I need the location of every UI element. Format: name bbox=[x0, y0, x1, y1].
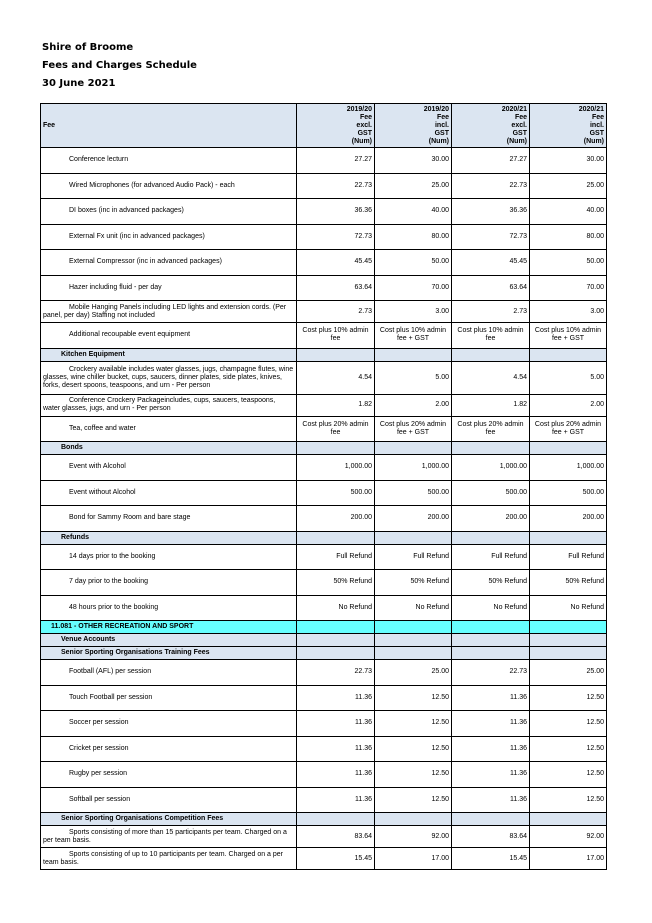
empty-cell bbox=[375, 348, 452, 361]
fee-description: Football (AFL) per session bbox=[41, 660, 297, 686]
table-row bbox=[41, 224, 607, 250]
fee-description: Wired Microphones (for advanced Audio Pack) - each bbox=[41, 173, 297, 199]
fee-value: Full Refund bbox=[297, 544, 375, 570]
table-row bbox=[41, 173, 607, 199]
empty-cell bbox=[297, 813, 375, 826]
fee-value: 1,000.00 bbox=[530, 455, 607, 481]
subheading-row bbox=[41, 531, 607, 544]
fee-description: Soccer per session bbox=[41, 711, 297, 737]
fee-value: Cost plus 10% admin fee + GST bbox=[375, 323, 452, 349]
section-row bbox=[41, 621, 607, 634]
table-row bbox=[41, 685, 607, 711]
fee-value: 30.00 bbox=[375, 148, 452, 174]
fee-value: 12.50 bbox=[530, 762, 607, 788]
header-2020-21-incl: 2020/21 Fee incl. GST (Num) bbox=[530, 104, 607, 148]
fee-value: 11.36 bbox=[297, 685, 375, 711]
fee-value: 27.27 bbox=[452, 148, 530, 174]
fee-description: Touch Football per session bbox=[41, 685, 297, 711]
empty-cell bbox=[530, 531, 607, 544]
table-row bbox=[41, 762, 607, 788]
empty-cell bbox=[297, 348, 375, 361]
fee-description: 48 hours prior to the booking bbox=[41, 595, 297, 621]
empty-cell bbox=[452, 621, 530, 634]
table-row bbox=[41, 848, 607, 870]
fee-value: 200.00 bbox=[297, 506, 375, 532]
fee-value: 1.82 bbox=[452, 394, 530, 416]
fee-value: No Refund bbox=[452, 595, 530, 621]
fee-value: Full Refund bbox=[375, 544, 452, 570]
fee-value: 4.54 bbox=[452, 361, 530, 394]
subheading-row bbox=[41, 813, 607, 826]
table-row bbox=[41, 394, 607, 416]
fee-value: No Refund bbox=[530, 595, 607, 621]
fee-value: 11.36 bbox=[452, 711, 530, 737]
fee-value: 11.36 bbox=[297, 762, 375, 788]
fee-value: 2.73 bbox=[452, 301, 530, 323]
fee-description: External Fx unit (inc in advanced packages) bbox=[41, 224, 297, 250]
header-2019-20-excl: 2019/20 Fee excl. GST (Num) bbox=[297, 104, 375, 148]
empty-cell bbox=[375, 634, 452, 647]
fee-value: 5.00 bbox=[375, 361, 452, 394]
fee-value: 72.73 bbox=[452, 224, 530, 250]
fee-value: Cost plus 20% admin fee + GST bbox=[530, 416, 607, 442]
table-row bbox=[41, 455, 607, 481]
fee-value: 15.45 bbox=[452, 848, 530, 870]
fee-description: Sports consisting of up to 10 participants per team. Charged on a per team basis. bbox=[41, 848, 297, 870]
table-row bbox=[41, 301, 607, 323]
empty-cell bbox=[530, 442, 607, 455]
table-row bbox=[41, 736, 607, 762]
fee-value: 80.00 bbox=[375, 224, 452, 250]
empty-cell bbox=[530, 647, 607, 660]
fee-value: 27.27 bbox=[297, 148, 375, 174]
empty-cell bbox=[452, 442, 530, 455]
table-row bbox=[41, 148, 607, 174]
fee-value: 72.73 bbox=[297, 224, 375, 250]
fee-value: 45.45 bbox=[452, 250, 530, 276]
document-date: 30 June 2021 bbox=[42, 78, 116, 89]
table-row bbox=[41, 250, 607, 276]
fee-value: 25.00 bbox=[375, 173, 452, 199]
header-2019-20-incl: 2019/20 Fee incl. GST (Num) bbox=[375, 104, 452, 148]
fee-value: 50% Refund bbox=[297, 570, 375, 596]
table-row bbox=[41, 787, 607, 813]
fee-value: 17.00 bbox=[375, 848, 452, 870]
fee-value: 500.00 bbox=[297, 480, 375, 506]
fee-description: Event with Alcohol bbox=[41, 455, 297, 481]
fee-value: 500.00 bbox=[530, 480, 607, 506]
fee-value: 3.00 bbox=[375, 301, 452, 323]
fee-description: 7 day prior to the booking bbox=[41, 570, 297, 596]
fee-value: 3.00 bbox=[530, 301, 607, 323]
subheading-row bbox=[41, 442, 607, 455]
table-row bbox=[41, 826, 607, 848]
fee-description: Rugby per session bbox=[41, 762, 297, 788]
table-row bbox=[41, 323, 607, 349]
fee-description: Cricket per session bbox=[41, 736, 297, 762]
fee-value: 2.00 bbox=[375, 394, 452, 416]
fee-value: 36.36 bbox=[452, 199, 530, 225]
empty-cell bbox=[375, 621, 452, 634]
fee-value: 5.00 bbox=[530, 361, 607, 394]
fee-description: Softball per session bbox=[41, 787, 297, 813]
fee-description: Senior Sporting Organisations Competition Fees bbox=[41, 813, 297, 826]
fee-value: 63.64 bbox=[297, 275, 375, 301]
fee-value: 12.50 bbox=[375, 736, 452, 762]
empty-cell bbox=[530, 621, 607, 634]
fee-value: Full Refund bbox=[530, 544, 607, 570]
fee-value: 11.36 bbox=[452, 787, 530, 813]
fee-description: Bonds bbox=[41, 442, 297, 455]
fee-value: 80.00 bbox=[530, 224, 607, 250]
fee-value: 200.00 bbox=[452, 506, 530, 532]
fee-value: 50% Refund bbox=[530, 570, 607, 596]
empty-cell bbox=[375, 647, 452, 660]
fee-value: 4.54 bbox=[297, 361, 375, 394]
fee-value: 22.73 bbox=[452, 173, 530, 199]
fee-value: 1.82 bbox=[297, 394, 375, 416]
fee-value: Cost plus 10% admin fee bbox=[297, 323, 375, 349]
fee-value: 83.64 bbox=[297, 826, 375, 848]
fee-description: Senior Sporting Organisations Training Fees bbox=[41, 647, 297, 660]
table-row bbox=[41, 275, 607, 301]
fee-value: 12.50 bbox=[530, 685, 607, 711]
fee-description: Additional recoupable event equipment bbox=[41, 323, 297, 349]
fee-description: 11.081 - OTHER RECREATION AND SPORT bbox=[41, 621, 297, 634]
fee-value: 50% Refund bbox=[375, 570, 452, 596]
fee-value: Cost plus 20% admin fee bbox=[297, 416, 375, 442]
fee-value: 70.00 bbox=[530, 275, 607, 301]
fee-value: 1,000.00 bbox=[452, 455, 530, 481]
fee-value: 11.36 bbox=[297, 787, 375, 813]
fee-description: Event without Alcohol bbox=[41, 480, 297, 506]
fee-value: 11.36 bbox=[452, 762, 530, 788]
fee-value: 70.00 bbox=[375, 275, 452, 301]
fee-value: Cost plus 10% admin fee + GST bbox=[530, 323, 607, 349]
fee-value: 11.36 bbox=[297, 736, 375, 762]
fee-value: 200.00 bbox=[530, 506, 607, 532]
fee-description: Crockery available includes water glasses, jugs, champagne flutes, wine glasses, wine chiller bucket, cups, saucers, dinner plates, side plates, knives, forks, desert spoons, teaspoons, and urn - Per person bbox=[41, 361, 297, 394]
fee-value: 1,000.00 bbox=[375, 455, 452, 481]
fee-value: 12.50 bbox=[375, 711, 452, 737]
empty-cell bbox=[375, 813, 452, 826]
subheading-row bbox=[41, 647, 607, 660]
fee-description: Mobile Hanging Panels including LED lights and extension cords. (Per panel, per day) Staffing not included bbox=[41, 301, 297, 323]
fee-description: Conference Crockery Packageincludes, cups, saucers, teaspoons, water glasses, jugs, and urn - Per person bbox=[41, 394, 297, 416]
fee-value: 30.00 bbox=[530, 148, 607, 174]
fee-description: DI boxes (inc in advanced packages) bbox=[41, 199, 297, 225]
fee-description: Tea, coffee and water bbox=[41, 416, 297, 442]
empty-cell bbox=[452, 647, 530, 660]
fee-value: 25.00 bbox=[530, 173, 607, 199]
fee-value: 12.50 bbox=[375, 685, 452, 711]
fee-value: No Refund bbox=[297, 595, 375, 621]
fee-value: 500.00 bbox=[375, 480, 452, 506]
fee-value: Cost plus 10% admin fee bbox=[452, 323, 530, 349]
table-row bbox=[41, 416, 607, 442]
fee-description: Refunds bbox=[41, 531, 297, 544]
table-row bbox=[41, 361, 607, 394]
fee-value: 83.64 bbox=[452, 826, 530, 848]
fee-value: Cost plus 20% admin fee bbox=[452, 416, 530, 442]
fee-value: 12.50 bbox=[530, 787, 607, 813]
empty-cell bbox=[452, 348, 530, 361]
fee-description: 14 days prior to the booking bbox=[41, 544, 297, 570]
fee-value: 40.00 bbox=[530, 199, 607, 225]
empty-cell bbox=[297, 621, 375, 634]
fee-value: 50% Refund bbox=[452, 570, 530, 596]
fee-value: 25.00 bbox=[375, 660, 452, 686]
fee-value: No Refund bbox=[375, 595, 452, 621]
fee-description: Conference lecturn bbox=[41, 148, 297, 174]
fee-value: 1,000.00 bbox=[297, 455, 375, 481]
table-row bbox=[41, 570, 607, 596]
fee-description: Bond for Sammy Room and bare stage bbox=[41, 506, 297, 532]
org-name: Shire of Broome bbox=[42, 42, 134, 53]
fee-value: 92.00 bbox=[375, 826, 452, 848]
empty-cell bbox=[297, 634, 375, 647]
fee-description: External Compressor (inc in advanced packages) bbox=[41, 250, 297, 276]
fee-value: 12.50 bbox=[530, 736, 607, 762]
fee-value: 12.50 bbox=[530, 711, 607, 737]
fee-value: 2.00 bbox=[530, 394, 607, 416]
fee-value: 22.73 bbox=[452, 660, 530, 686]
empty-cell bbox=[297, 442, 375, 455]
fee-value: 92.00 bbox=[530, 826, 607, 848]
fee-value: 12.50 bbox=[375, 787, 452, 813]
empty-cell bbox=[452, 813, 530, 826]
empty-cell bbox=[530, 813, 607, 826]
fee-value: 40.00 bbox=[375, 199, 452, 225]
empty-cell bbox=[452, 634, 530, 647]
header-fee: Fee bbox=[41, 104, 297, 148]
fee-description: Hazer including fluid - per day bbox=[41, 275, 297, 301]
fee-value: 200.00 bbox=[375, 506, 452, 532]
header-2020-21-excl: 2020/21 Fee excl. GST (Num) bbox=[452, 104, 530, 148]
fee-value: 2.73 bbox=[297, 301, 375, 323]
fee-value: 25.00 bbox=[530, 660, 607, 686]
fee-value: Full Refund bbox=[452, 544, 530, 570]
fee-value: 22.73 bbox=[297, 173, 375, 199]
empty-cell bbox=[375, 442, 452, 455]
fee-value: 500.00 bbox=[452, 480, 530, 506]
empty-cell bbox=[375, 531, 452, 544]
empty-cell bbox=[452, 531, 530, 544]
fee-value: 22.73 bbox=[297, 660, 375, 686]
empty-cell bbox=[297, 647, 375, 660]
fee-value: Cost plus 20% admin fee + GST bbox=[375, 416, 452, 442]
fee-value: 63.64 bbox=[452, 275, 530, 301]
subheading-row bbox=[41, 348, 607, 361]
fee-description: Kitchen Equipment bbox=[41, 348, 297, 361]
table-row bbox=[41, 660, 607, 686]
fee-value: 11.36 bbox=[452, 736, 530, 762]
table-row bbox=[41, 506, 607, 532]
fee-description: Sports consisting of more than 15 participants per team. Charged on a per team basis. bbox=[41, 826, 297, 848]
table-row bbox=[41, 480, 607, 506]
fee-value: 50.00 bbox=[375, 250, 452, 276]
fee-value: 11.36 bbox=[297, 711, 375, 737]
fee-value: 15.45 bbox=[297, 848, 375, 870]
fee-description: Venue Accounts bbox=[41, 634, 297, 647]
table-row bbox=[41, 711, 607, 737]
table-row bbox=[41, 199, 607, 225]
fee-value: 17.00 bbox=[530, 848, 607, 870]
fee-value: 11.36 bbox=[452, 685, 530, 711]
fee-value: 36.36 bbox=[297, 199, 375, 225]
table-row bbox=[41, 544, 607, 570]
fee-value: 12.50 bbox=[375, 762, 452, 788]
document-title: Fees and Charges Schedule bbox=[42, 60, 197, 71]
fee-value: 45.45 bbox=[297, 250, 375, 276]
empty-cell bbox=[530, 634, 607, 647]
fee-value: 50.00 bbox=[530, 250, 607, 276]
empty-cell bbox=[297, 531, 375, 544]
table-row bbox=[41, 595, 607, 621]
empty-cell bbox=[530, 348, 607, 361]
table-header-row bbox=[41, 104, 607, 148]
fees-table bbox=[40, 103, 607, 870]
subheading-row bbox=[41, 634, 607, 647]
